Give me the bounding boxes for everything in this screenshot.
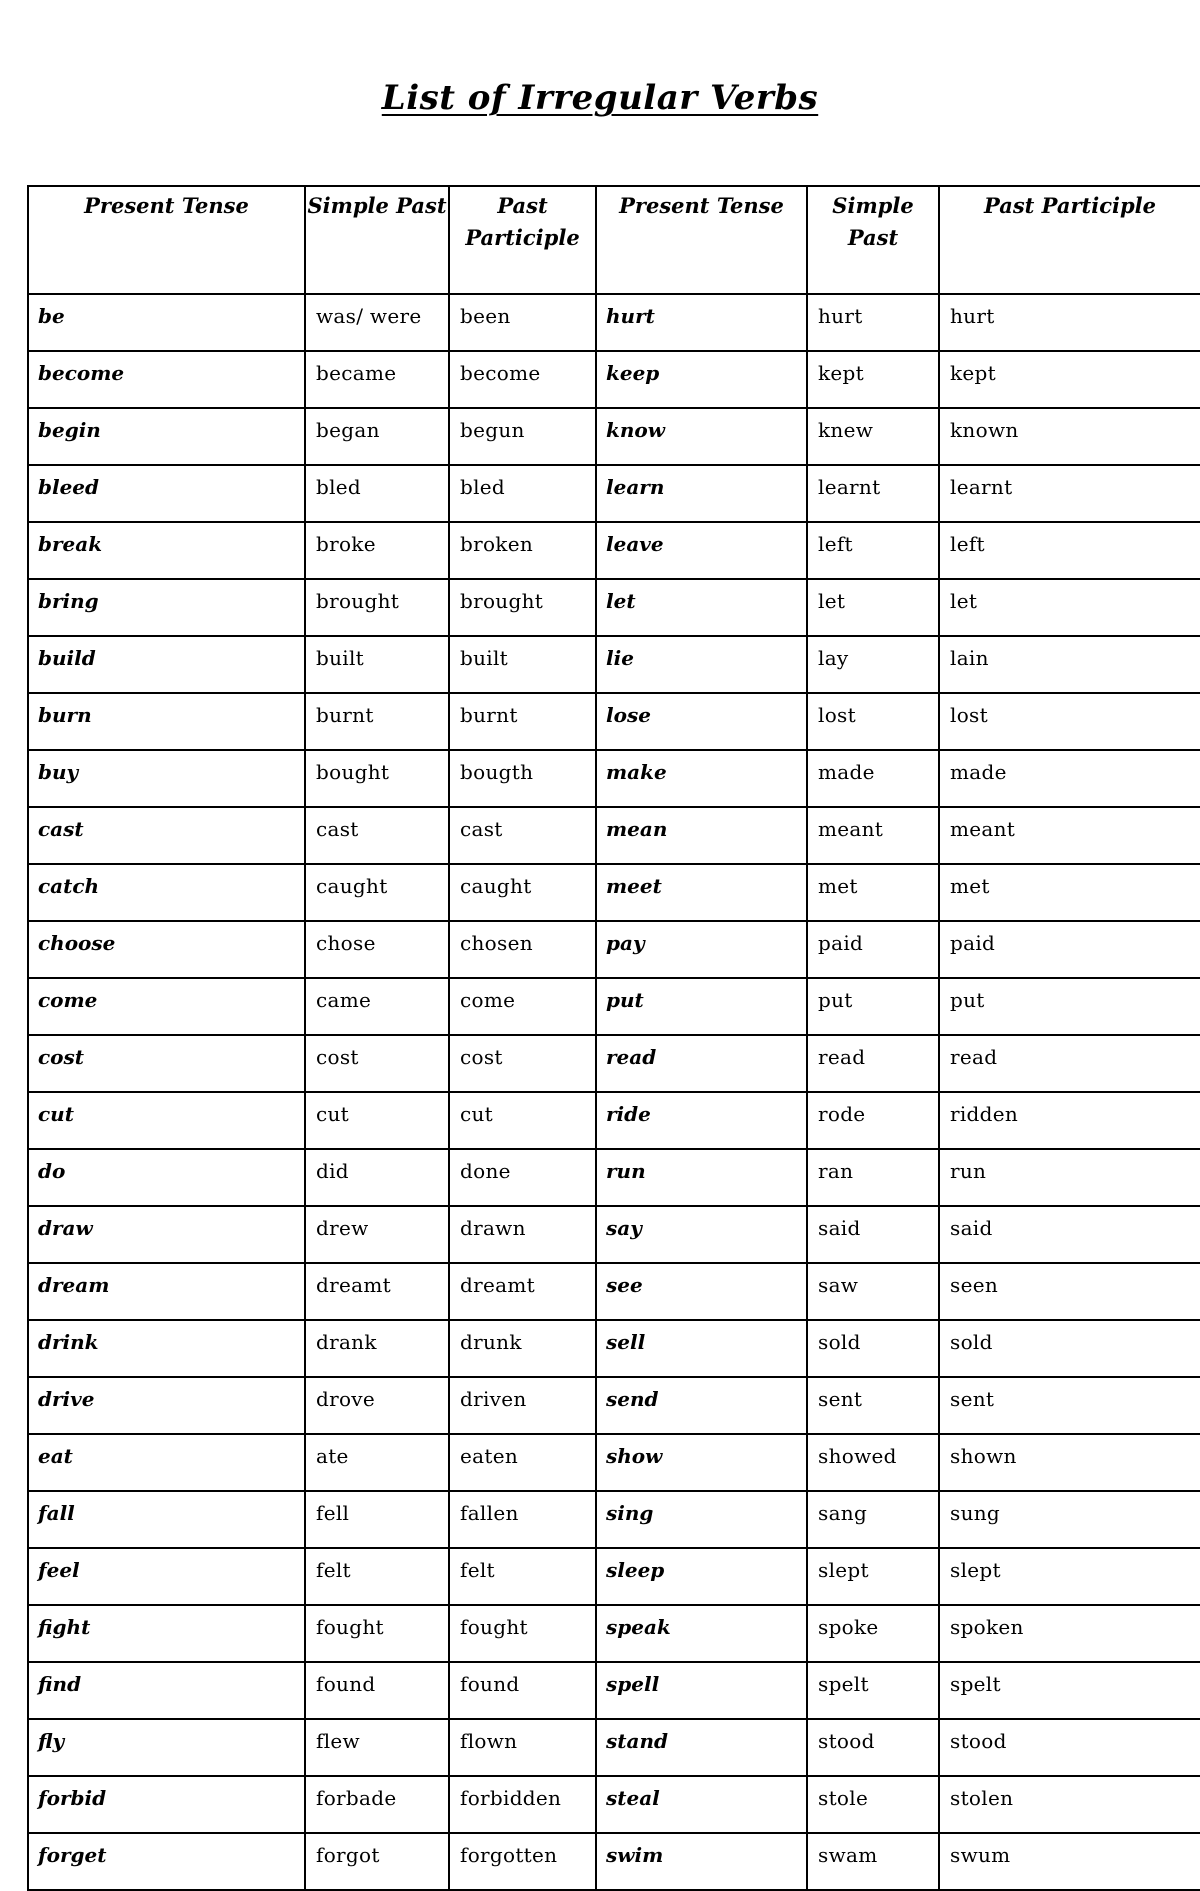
table-row bbox=[28, 636, 1200, 693]
table-row bbox=[28, 693, 1200, 750]
table-row bbox=[28, 1149, 1200, 1206]
simple-past-cell: caught bbox=[305, 864, 449, 921]
simple-past-cell: sent bbox=[807, 1377, 939, 1434]
past-participle-cell: become bbox=[449, 351, 596, 408]
present-tense-cell: fall bbox=[28, 1491, 305, 1548]
simple-past-cell: came bbox=[305, 978, 449, 1035]
table-row bbox=[28, 579, 1200, 636]
simple-past-cell: said bbox=[807, 1206, 939, 1263]
column-header-past-participle: Past Participle bbox=[449, 186, 596, 294]
past-participle-cell: cut bbox=[449, 1092, 596, 1149]
past-participle-cell: driven bbox=[449, 1377, 596, 1434]
present-tense-cell: hurt bbox=[596, 294, 807, 351]
past-participle-cell: sent bbox=[939, 1377, 1200, 1434]
past-participle-cell: lain bbox=[939, 636, 1200, 693]
past-participle-cell: done bbox=[449, 1149, 596, 1206]
past-participle-cell: broken bbox=[449, 522, 596, 579]
present-tense-cell: become bbox=[28, 351, 305, 408]
past-participle-cell: been bbox=[449, 294, 596, 351]
present-tense-cell: ride bbox=[596, 1092, 807, 1149]
past-participle-cell: met bbox=[939, 864, 1200, 921]
present-tense-cell: know bbox=[596, 408, 807, 465]
present-tense-cell: come bbox=[28, 978, 305, 1035]
past-participle-cell: made bbox=[939, 750, 1200, 807]
table-row bbox=[28, 294, 1200, 351]
simple-past-cell: slept bbox=[807, 1548, 939, 1605]
present-tense-cell: say bbox=[596, 1206, 807, 1263]
past-participle-cell: eaten bbox=[449, 1434, 596, 1491]
simple-past-cell: fell bbox=[305, 1491, 449, 1548]
present-tense-cell: speak bbox=[596, 1605, 807, 1662]
past-participle-cell: lost bbox=[939, 693, 1200, 750]
past-participle-cell: meant bbox=[939, 807, 1200, 864]
past-participle-cell: drawn bbox=[449, 1206, 596, 1263]
past-participle-cell: caught bbox=[449, 864, 596, 921]
simple-past-cell: sang bbox=[807, 1491, 939, 1548]
simple-past-cell: left bbox=[807, 522, 939, 579]
table-row bbox=[28, 921, 1200, 978]
present-tense-cell: be bbox=[28, 294, 305, 351]
simple-past-cell: dreamt bbox=[305, 1263, 449, 1320]
irregular-verbs-table bbox=[27, 185, 1200, 1891]
past-participle-cell: left bbox=[939, 522, 1200, 579]
past-participle-cell: let bbox=[939, 579, 1200, 636]
past-participle-cell: spoken bbox=[939, 1605, 1200, 1662]
past-participle-cell: put bbox=[939, 978, 1200, 1035]
table-row bbox=[28, 1662, 1200, 1719]
table-row bbox=[28, 1776, 1200, 1833]
past-participle-cell: swum bbox=[939, 1833, 1200, 1890]
present-tense-cell: forget bbox=[28, 1833, 305, 1890]
table-row bbox=[28, 1263, 1200, 1320]
present-tense-cell: sleep bbox=[596, 1548, 807, 1605]
past-participle-cell: forbidden bbox=[449, 1776, 596, 1833]
table-body bbox=[28, 294, 1200, 1890]
table-row bbox=[28, 864, 1200, 921]
present-tense-cell: break bbox=[28, 522, 305, 579]
simple-past-cell: put bbox=[807, 978, 939, 1035]
simple-past-cell: swam bbox=[807, 1833, 939, 1890]
present-tense-cell: find bbox=[28, 1662, 305, 1719]
past-participle-cell: felt bbox=[449, 1548, 596, 1605]
present-tense-cell: make bbox=[596, 750, 807, 807]
past-participle-cell: come bbox=[449, 978, 596, 1035]
simple-past-cell: sold bbox=[807, 1320, 939, 1377]
past-participle-cell: found bbox=[449, 1662, 596, 1719]
present-tense-cell: catch bbox=[28, 864, 305, 921]
past-participle-cell: fought bbox=[449, 1605, 596, 1662]
past-participle-cell: dreamt bbox=[449, 1263, 596, 1320]
present-tense-cell: cast bbox=[28, 807, 305, 864]
table-header-row bbox=[28, 186, 1200, 294]
present-tense-cell: drive bbox=[28, 1377, 305, 1434]
past-participle-cell: sung bbox=[939, 1491, 1200, 1548]
simple-past-cell: learnt bbox=[807, 465, 939, 522]
past-participle-cell: sold bbox=[939, 1320, 1200, 1377]
past-participle-cell: said bbox=[939, 1206, 1200, 1263]
present-tense-cell: sing bbox=[596, 1491, 807, 1548]
simple-past-cell: cast bbox=[305, 807, 449, 864]
past-participle-cell: known bbox=[939, 408, 1200, 465]
present-tense-cell: forbid bbox=[28, 1776, 305, 1833]
past-participle-cell: bled bbox=[449, 465, 596, 522]
table-row bbox=[28, 807, 1200, 864]
past-participle-cell: fallen bbox=[449, 1491, 596, 1548]
simple-past-cell: cost bbox=[305, 1035, 449, 1092]
present-tense-cell: leave bbox=[596, 522, 807, 579]
simple-past-cell: saw bbox=[807, 1263, 939, 1320]
past-participle-cell: kept bbox=[939, 351, 1200, 408]
past-participle-cell: run bbox=[939, 1149, 1200, 1206]
simple-past-cell: built bbox=[305, 636, 449, 693]
present-tense-cell: draw bbox=[28, 1206, 305, 1263]
present-tense-cell: begin bbox=[28, 408, 305, 465]
present-tense-cell: send bbox=[596, 1377, 807, 1434]
present-tense-cell: spell bbox=[596, 1662, 807, 1719]
past-participle-cell: slept bbox=[939, 1548, 1200, 1605]
simple-past-cell: stole bbox=[807, 1776, 939, 1833]
present-tense-cell: let bbox=[596, 579, 807, 636]
present-tense-cell: keep bbox=[596, 351, 807, 408]
past-participle-cell: hurt bbox=[939, 294, 1200, 351]
past-participle-cell: flown bbox=[449, 1719, 596, 1776]
table-row bbox=[28, 408, 1200, 465]
simple-past-cell: forgot bbox=[305, 1833, 449, 1890]
simple-past-cell: stood bbox=[807, 1719, 939, 1776]
table-row bbox=[28, 1320, 1200, 1377]
simple-past-cell: chose bbox=[305, 921, 449, 978]
past-participle-cell: drunk bbox=[449, 1320, 596, 1377]
past-participle-cell: built bbox=[449, 636, 596, 693]
table-row bbox=[28, 750, 1200, 807]
present-tense-cell: sell bbox=[596, 1320, 807, 1377]
column-header-present-tense: Present Tense bbox=[28, 186, 305, 294]
present-tense-cell: burn bbox=[28, 693, 305, 750]
simple-past-cell: bled bbox=[305, 465, 449, 522]
simple-past-cell: broke bbox=[305, 522, 449, 579]
present-tense-cell: cut bbox=[28, 1092, 305, 1149]
simple-past-cell: let bbox=[807, 579, 939, 636]
simple-past-cell: did bbox=[305, 1149, 449, 1206]
simple-past-cell: rode bbox=[807, 1092, 939, 1149]
table-row bbox=[28, 351, 1200, 408]
simple-past-cell: drew bbox=[305, 1206, 449, 1263]
simple-past-cell: fought bbox=[305, 1605, 449, 1662]
past-participle-cell: cast bbox=[449, 807, 596, 864]
present-tense-cell: lie bbox=[596, 636, 807, 693]
past-participle-cell: brought bbox=[449, 579, 596, 636]
past-participle-cell: chosen bbox=[449, 921, 596, 978]
simple-past-cell: read bbox=[807, 1035, 939, 1092]
column-header-simple-past: Simple Past bbox=[305, 186, 449, 294]
simple-past-cell: drove bbox=[305, 1377, 449, 1434]
simple-past-cell: began bbox=[305, 408, 449, 465]
present-tense-cell: build bbox=[28, 636, 305, 693]
simple-past-cell: meant bbox=[807, 807, 939, 864]
present-tense-cell: mean bbox=[596, 807, 807, 864]
past-participle-cell: spelt bbox=[939, 1662, 1200, 1719]
present-tense-cell: swim bbox=[596, 1833, 807, 1890]
table-row bbox=[28, 1206, 1200, 1263]
simple-past-cell: bought bbox=[305, 750, 449, 807]
past-participle-cell: cost bbox=[449, 1035, 596, 1092]
table-row bbox=[28, 978, 1200, 1035]
present-tense-cell: choose bbox=[28, 921, 305, 978]
simple-past-cell: lost bbox=[807, 693, 939, 750]
column-header-simple-past: Simple Past bbox=[807, 186, 939, 294]
simple-past-cell: lay bbox=[807, 636, 939, 693]
table-row bbox=[28, 1605, 1200, 1662]
table-row bbox=[28, 1548, 1200, 1605]
past-participle-cell: read bbox=[939, 1035, 1200, 1092]
present-tense-cell: eat bbox=[28, 1434, 305, 1491]
past-participle-cell: stolen bbox=[939, 1776, 1200, 1833]
present-tense-cell: bring bbox=[28, 579, 305, 636]
simple-past-cell: knew bbox=[807, 408, 939, 465]
present-tense-cell: bleed bbox=[28, 465, 305, 522]
past-participle-cell: forgotten bbox=[449, 1833, 596, 1890]
past-participle-cell: burnt bbox=[449, 693, 596, 750]
present-tense-cell: run bbox=[596, 1149, 807, 1206]
past-participle-cell: stood bbox=[939, 1719, 1200, 1776]
table-row bbox=[28, 1035, 1200, 1092]
present-tense-cell: steal bbox=[596, 1776, 807, 1833]
simple-past-cell: paid bbox=[807, 921, 939, 978]
table-row bbox=[28, 1092, 1200, 1149]
simple-past-cell: felt bbox=[305, 1548, 449, 1605]
simple-past-cell: ran bbox=[807, 1149, 939, 1206]
past-participle-cell: ridden bbox=[939, 1092, 1200, 1149]
past-participle-cell: bougth bbox=[449, 750, 596, 807]
past-participle-cell: learnt bbox=[939, 465, 1200, 522]
page-title: List of Irregular Verbs bbox=[381, 78, 819, 118]
present-tense-cell: buy bbox=[28, 750, 305, 807]
simple-past-cell: found bbox=[305, 1662, 449, 1719]
table-row bbox=[28, 1833, 1200, 1890]
present-tense-cell: dream bbox=[28, 1263, 305, 1320]
simple-past-cell: cut bbox=[305, 1092, 449, 1149]
simple-past-cell: hurt bbox=[807, 294, 939, 351]
present-tense-cell: learn bbox=[596, 465, 807, 522]
present-tense-cell: lose bbox=[596, 693, 807, 750]
simple-past-cell: met bbox=[807, 864, 939, 921]
simple-past-cell: kept bbox=[807, 351, 939, 408]
present-tense-cell: do bbox=[28, 1149, 305, 1206]
simple-past-cell: showed bbox=[807, 1434, 939, 1491]
table-row bbox=[28, 1491, 1200, 1548]
table-row bbox=[28, 522, 1200, 579]
simple-past-cell: drank bbox=[305, 1320, 449, 1377]
table-row bbox=[28, 1719, 1200, 1776]
simple-past-cell: made bbox=[807, 750, 939, 807]
present-tense-cell: stand bbox=[596, 1719, 807, 1776]
simple-past-cell: burnt bbox=[305, 693, 449, 750]
column-header-past-participle: Past Participle bbox=[939, 186, 1200, 294]
present-tense-cell: drink bbox=[28, 1320, 305, 1377]
past-participle-cell: paid bbox=[939, 921, 1200, 978]
simple-past-cell: became bbox=[305, 351, 449, 408]
simple-past-cell: was/ were bbox=[305, 294, 449, 351]
past-participle-cell: seen bbox=[939, 1263, 1200, 1320]
column-header-present-tense: Present Tense bbox=[596, 186, 807, 294]
simple-past-cell: brought bbox=[305, 579, 449, 636]
table-row bbox=[28, 1434, 1200, 1491]
present-tense-cell: read bbox=[596, 1035, 807, 1092]
present-tense-cell: pay bbox=[596, 921, 807, 978]
simple-past-cell: spoke bbox=[807, 1605, 939, 1662]
present-tense-cell: feel bbox=[28, 1548, 305, 1605]
table-row bbox=[28, 1377, 1200, 1434]
simple-past-cell: spelt bbox=[807, 1662, 939, 1719]
present-tense-cell: fly bbox=[28, 1719, 305, 1776]
simple-past-cell: forbade bbox=[305, 1776, 449, 1833]
past-participle-cell: shown bbox=[939, 1434, 1200, 1491]
past-participle-cell: begun bbox=[449, 408, 596, 465]
present-tense-cell: fight bbox=[28, 1605, 305, 1662]
present-tense-cell: meet bbox=[596, 864, 807, 921]
simple-past-cell: ate bbox=[305, 1434, 449, 1491]
table-row bbox=[28, 465, 1200, 522]
present-tense-cell: cost bbox=[28, 1035, 305, 1092]
simple-past-cell: flew bbox=[305, 1719, 449, 1776]
present-tense-cell: show bbox=[596, 1434, 807, 1491]
present-tense-cell: put bbox=[596, 978, 807, 1035]
present-tense-cell: see bbox=[596, 1263, 807, 1320]
